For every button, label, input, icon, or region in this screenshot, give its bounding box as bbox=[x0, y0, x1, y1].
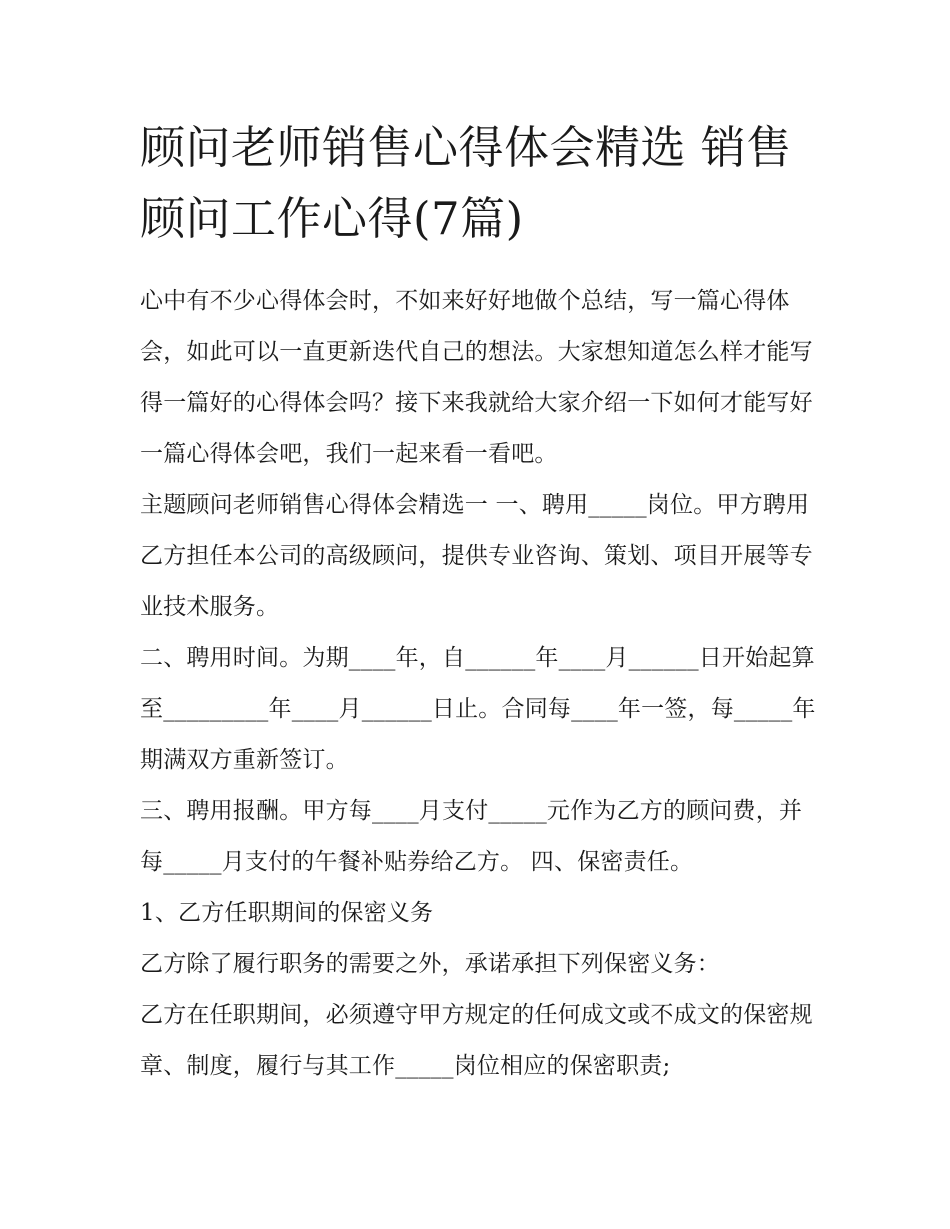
paragraph-confidentiality-rule: 乙方在任职期间，必须遵守甲方规定的任何成文或不成文的保密规章、制度，履行与其工作_____岗位相应的保密职责; bbox=[140, 1002, 813, 1079]
document-title: 顾问老师销售心得体会精选 销售顾问工作心得(7篇) bbox=[140, 121, 792, 245]
paragraph-confidentiality-heading: 1、乙方任职期间的保密义务 bbox=[140, 900, 434, 926]
paragraph-confidentiality-intro: 乙方除了履行职务的需要之外，承诺承担下列保密义务： bbox=[140, 951, 720, 977]
paragraph-intro: 心中有不少心得体会时，不如来好好地做个总结，写一篇心得体会，如此可以一直更新迭代自己的想法。大家想知道怎么样才能写得一篇好的心得体会吗？接下来我就给大家介绍一下如何才能写好一篇心得体会吧，我们一起来看一看吧。 bbox=[140, 288, 813, 467]
paragraph-position: 主题顾问老师销售心得体会精选一 一、聘用_____岗位。甲方聘用乙方担任本公司的高级顾问，提供专业咨询、策划、项目开展等专业技术服务。 bbox=[140, 492, 813, 620]
paragraph-compensation: 三、聘用报酬。甲方每____月支付_____元作为乙方的顾问费，并每_____月支付的午餐补贴券给乙方。 四、保密责任。 bbox=[140, 798, 803, 875]
paragraph-term: 二、聘用时间。为期____年，自______年____月______日开始起算至_________年____月______日止。合同每____年一签，每_____年期满双方重新签订。 bbox=[140, 645, 816, 773]
document-page bbox=[140, 112, 820, 1092]
